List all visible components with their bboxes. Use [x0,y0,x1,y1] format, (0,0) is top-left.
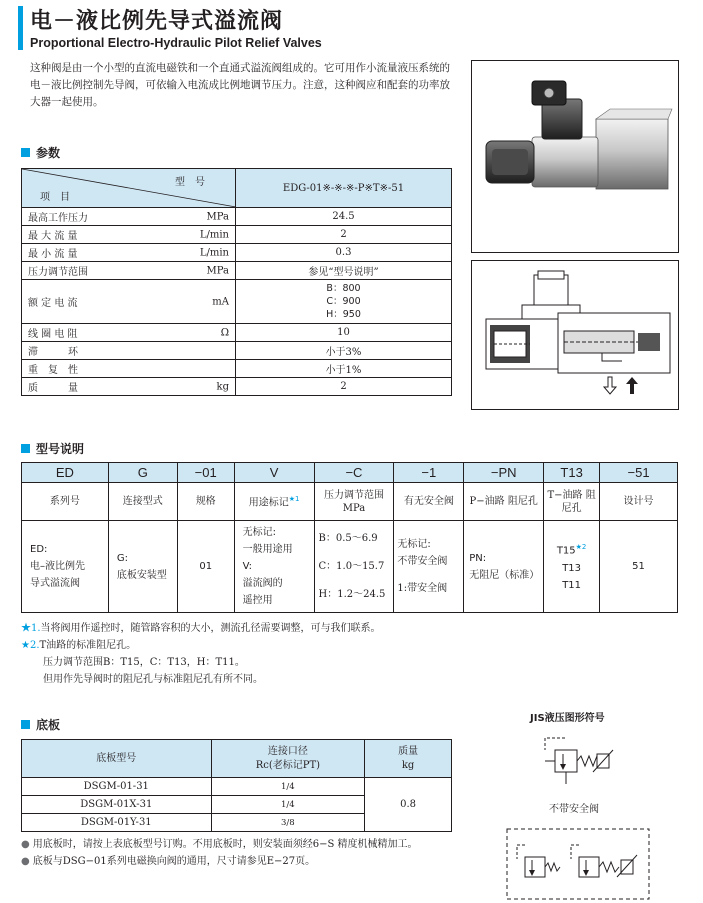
note-2-text: T油路的标准阻尼孔。 [39,640,137,651]
code-use: V [234,463,314,483]
param-unit: L/min [199,229,229,240]
model-heading-text: 型号说明 [36,442,85,456]
param-label: 压力调节范围 [28,267,88,278]
param-label: 重 复 性 [28,365,78,376]
section-square-icon [21,148,30,157]
code-connection: G [108,463,177,483]
jis-title: JIS液压图形符号 [530,713,605,724]
param-label: 最 小 流 量 [28,249,78,260]
relief-valve-symbol [535,730,625,792]
title-accent-bar [18,6,23,50]
subplate-mass: 0.8 [365,778,452,832]
product-photo [471,60,679,253]
use-v-label: V: [242,561,253,572]
pressure-cell [314,521,394,613]
t13: T13 [562,562,582,574]
valve-section-illustration [472,261,678,409]
col-mass-a: 质量 [398,745,419,757]
params-row [22,342,452,360]
code-pressure: −C [314,463,394,483]
code-series: ED [22,463,109,483]
safety-1-desc: 1:带安全阀 [397,583,448,594]
bullet-icon: ● [21,839,30,850]
subplate-note-1 [21,836,461,853]
col-mass [365,740,452,778]
current-b: B：800 [326,283,361,294]
use-v-desc-1: 溢流阀的 [242,578,283,589]
size-cell: 01 [177,521,234,613]
params-row [22,324,452,342]
subplate-header-row [22,740,452,778]
page-title: 电－液比例先导式溢流阀 [30,9,284,34]
params-row [22,280,452,324]
star-2-mark: ★2 [575,543,587,552]
subplate-heading [21,716,60,733]
note-4: 但用作先导阀时的阻尼孔与标准阻尼孔有所不同。 [43,674,263,685]
header-model-label: 型 号 [175,177,205,188]
valve-photo-illustration [472,61,678,252]
param-value: 参见“型号说明” [236,262,452,280]
use-cell [234,521,314,613]
param-value: 小于3% [236,342,452,360]
section-square-icon [21,720,30,729]
model-notes [21,620,381,688]
section-square-icon [21,444,30,453]
params-header-corner [22,169,236,208]
code-t-orifice: T13 [544,463,600,483]
use-v-desc-2: 遥控用 [242,595,273,606]
star-1-mark: ★1 [288,495,300,504]
name-size: 规格 [177,483,234,521]
series-code: ED: [30,544,48,555]
col-port [211,740,365,778]
subplate-model: DSGM-01-31 [22,778,212,796]
params-row [22,226,452,244]
subplate-table [21,739,452,832]
param-label: 滞 环 [28,347,78,358]
connection-cell [108,521,177,613]
t15: T15 [556,545,576,557]
code-design: −51 [600,463,678,483]
param-value: 0.3 [236,244,452,262]
params-row [22,208,452,226]
note-1-star: ★1. [21,623,41,634]
t-orifice-cell [544,521,600,613]
pressure-h: H：1.2～24.5 [318,589,386,600]
connection-desc: 底板安装型 [116,569,167,581]
params-heading-text: 参数 [36,146,61,160]
name-use-text: 用途标记 [248,497,289,509]
safety-cell [394,521,464,613]
col-port-a: 连接口径 [267,745,308,757]
col-port-b: Rc(老标记PT) [255,759,321,771]
params-table [21,168,452,396]
p-orifice-code: PN: [469,552,487,564]
param-unit: MPa [206,265,229,276]
subplate-note-2 [21,853,461,870]
param-label: 最 大 流 量 [28,231,78,242]
intro-paragraph: 这种阀是由一个小型的直流电磁铁和一个直通式溢流阀组成的。它可用作小流量液压系统的电－液比例控制先导阀，可依输入电流成比例地调节压力。注意，这种阀应和配套的功率放大器一起使用。 [30,62,450,108]
name-pressure: 压力调节范围 MPa [314,483,394,521]
use-none-desc: 一般用途用 [242,544,293,555]
param-unit: MPa [206,211,229,222]
pressure-c: C：1.0～15.7 [318,561,385,572]
params-row [22,244,452,262]
param-unit: Ω [220,327,229,338]
subplate-port: 1/4 [211,778,365,796]
subplate-heading-text: 底板 [36,718,61,732]
subplate-port: 3/8 [211,814,365,832]
header-item-label: 项 目 [40,192,70,203]
code-size: −01 [177,463,234,483]
series-desc-1: 电–液比例先 [30,561,85,572]
param-value: 24.5 [236,208,452,226]
use-none-label: 无标记: [242,527,277,538]
model-body-row [22,521,678,613]
param-unit: L/min [199,247,229,258]
design-cell: 51 [600,521,678,613]
subplate-port: 1/4 [211,796,365,814]
params-model: EDG-01※-※-※-P※T※-51 [236,169,452,208]
name-series: 系列号 [22,483,109,521]
name-safety: 有无安全阀 [394,483,464,521]
name-p-orifice: P−油路 阻尼孔 [464,483,544,521]
param-unit: kg [216,381,229,392]
series-cell [22,521,109,613]
param-value: 10 [236,324,452,342]
param-value: 小于1% [236,360,452,378]
series-desc-2: 导式溢流阀 [30,578,80,589]
param-value-current [236,280,452,324]
jis-symbol-with-safety [505,825,653,903]
t11: T11 [562,579,582,591]
t15-line [544,539,599,559]
params-row [22,262,452,280]
note-2 [21,637,381,654]
model-code-row [22,463,678,483]
param-value: 2 [236,378,452,396]
model-table [21,462,678,613]
note-1-text: 当将阀用作遥控时，随管路容积的大小，测流孔径需要调整，可与我们联系。 [40,623,381,634]
params-row [22,378,452,396]
subplate-model: DSGM-01X-31 [22,796,212,814]
param-unit: mA [212,296,229,307]
safety-none-desc: 不带安全阀 [397,556,448,567]
param-label: 线 圈 电 阻 [28,329,78,340]
code-p-orifice: −PN [464,463,544,483]
cross-section-drawing [471,260,679,410]
page-subtitle: Proportional Electro-Hydraulic Pilot Relief Valves [30,36,322,50]
p-orifice-desc: 无阻尼（标准） [469,569,540,581]
code-safety: −1 [394,463,464,483]
pressure-b: B：0.5～6.9 [318,533,378,544]
jis-symbol-no-safety [535,730,625,795]
current-h: H：950 [326,309,361,320]
note-3: 压力调节范围B：T15，C：T13，H：T11。 [43,657,245,668]
current-c: C：900 [326,296,361,307]
note-1 [21,620,381,637]
col-mass-b: kg [401,759,415,771]
subplate-note-2-text: 底板与DSG−01系列电磁换向阀的通用，尺寸请参见E−27页。 [32,856,316,867]
params-row [22,360,452,378]
p-orifice-cell [464,521,544,613]
model-heading [21,440,84,457]
params-header-row [22,169,452,208]
name-connection: 连接型式 [108,483,177,521]
jis-label-no-safety: 不带安全阀 [549,804,599,815]
param-label: 额 定 电 流 [28,298,78,309]
param-value: 2 [236,226,452,244]
safety-none-label: 无标记: [397,539,431,550]
param-label: 质 量 [28,383,78,394]
name-t-orifice: T−油路 阻尼孔 [544,483,600,521]
relief-valve-safety-symbol [505,825,653,903]
model-name-row [22,483,678,521]
col-model: 底板型号 [22,740,212,778]
subplate-notes [21,836,461,870]
param-label: 最高工作压力 [28,213,88,224]
params-heading [21,144,60,161]
name-use [234,483,314,521]
subplate-model: DSGM-01Y-31 [22,814,212,832]
subplate-note-1-text: 用底板时，请按上表底板型号订购。不用底板时，则安装面须经6−S 精度机械精加工。 [32,839,418,850]
note-2-star: ★2. [21,640,40,651]
bullet-icon: ● [21,856,30,867]
name-design: 设计号 [600,483,678,521]
subplate-row [22,778,452,796]
connection-code: G: [116,552,128,564]
